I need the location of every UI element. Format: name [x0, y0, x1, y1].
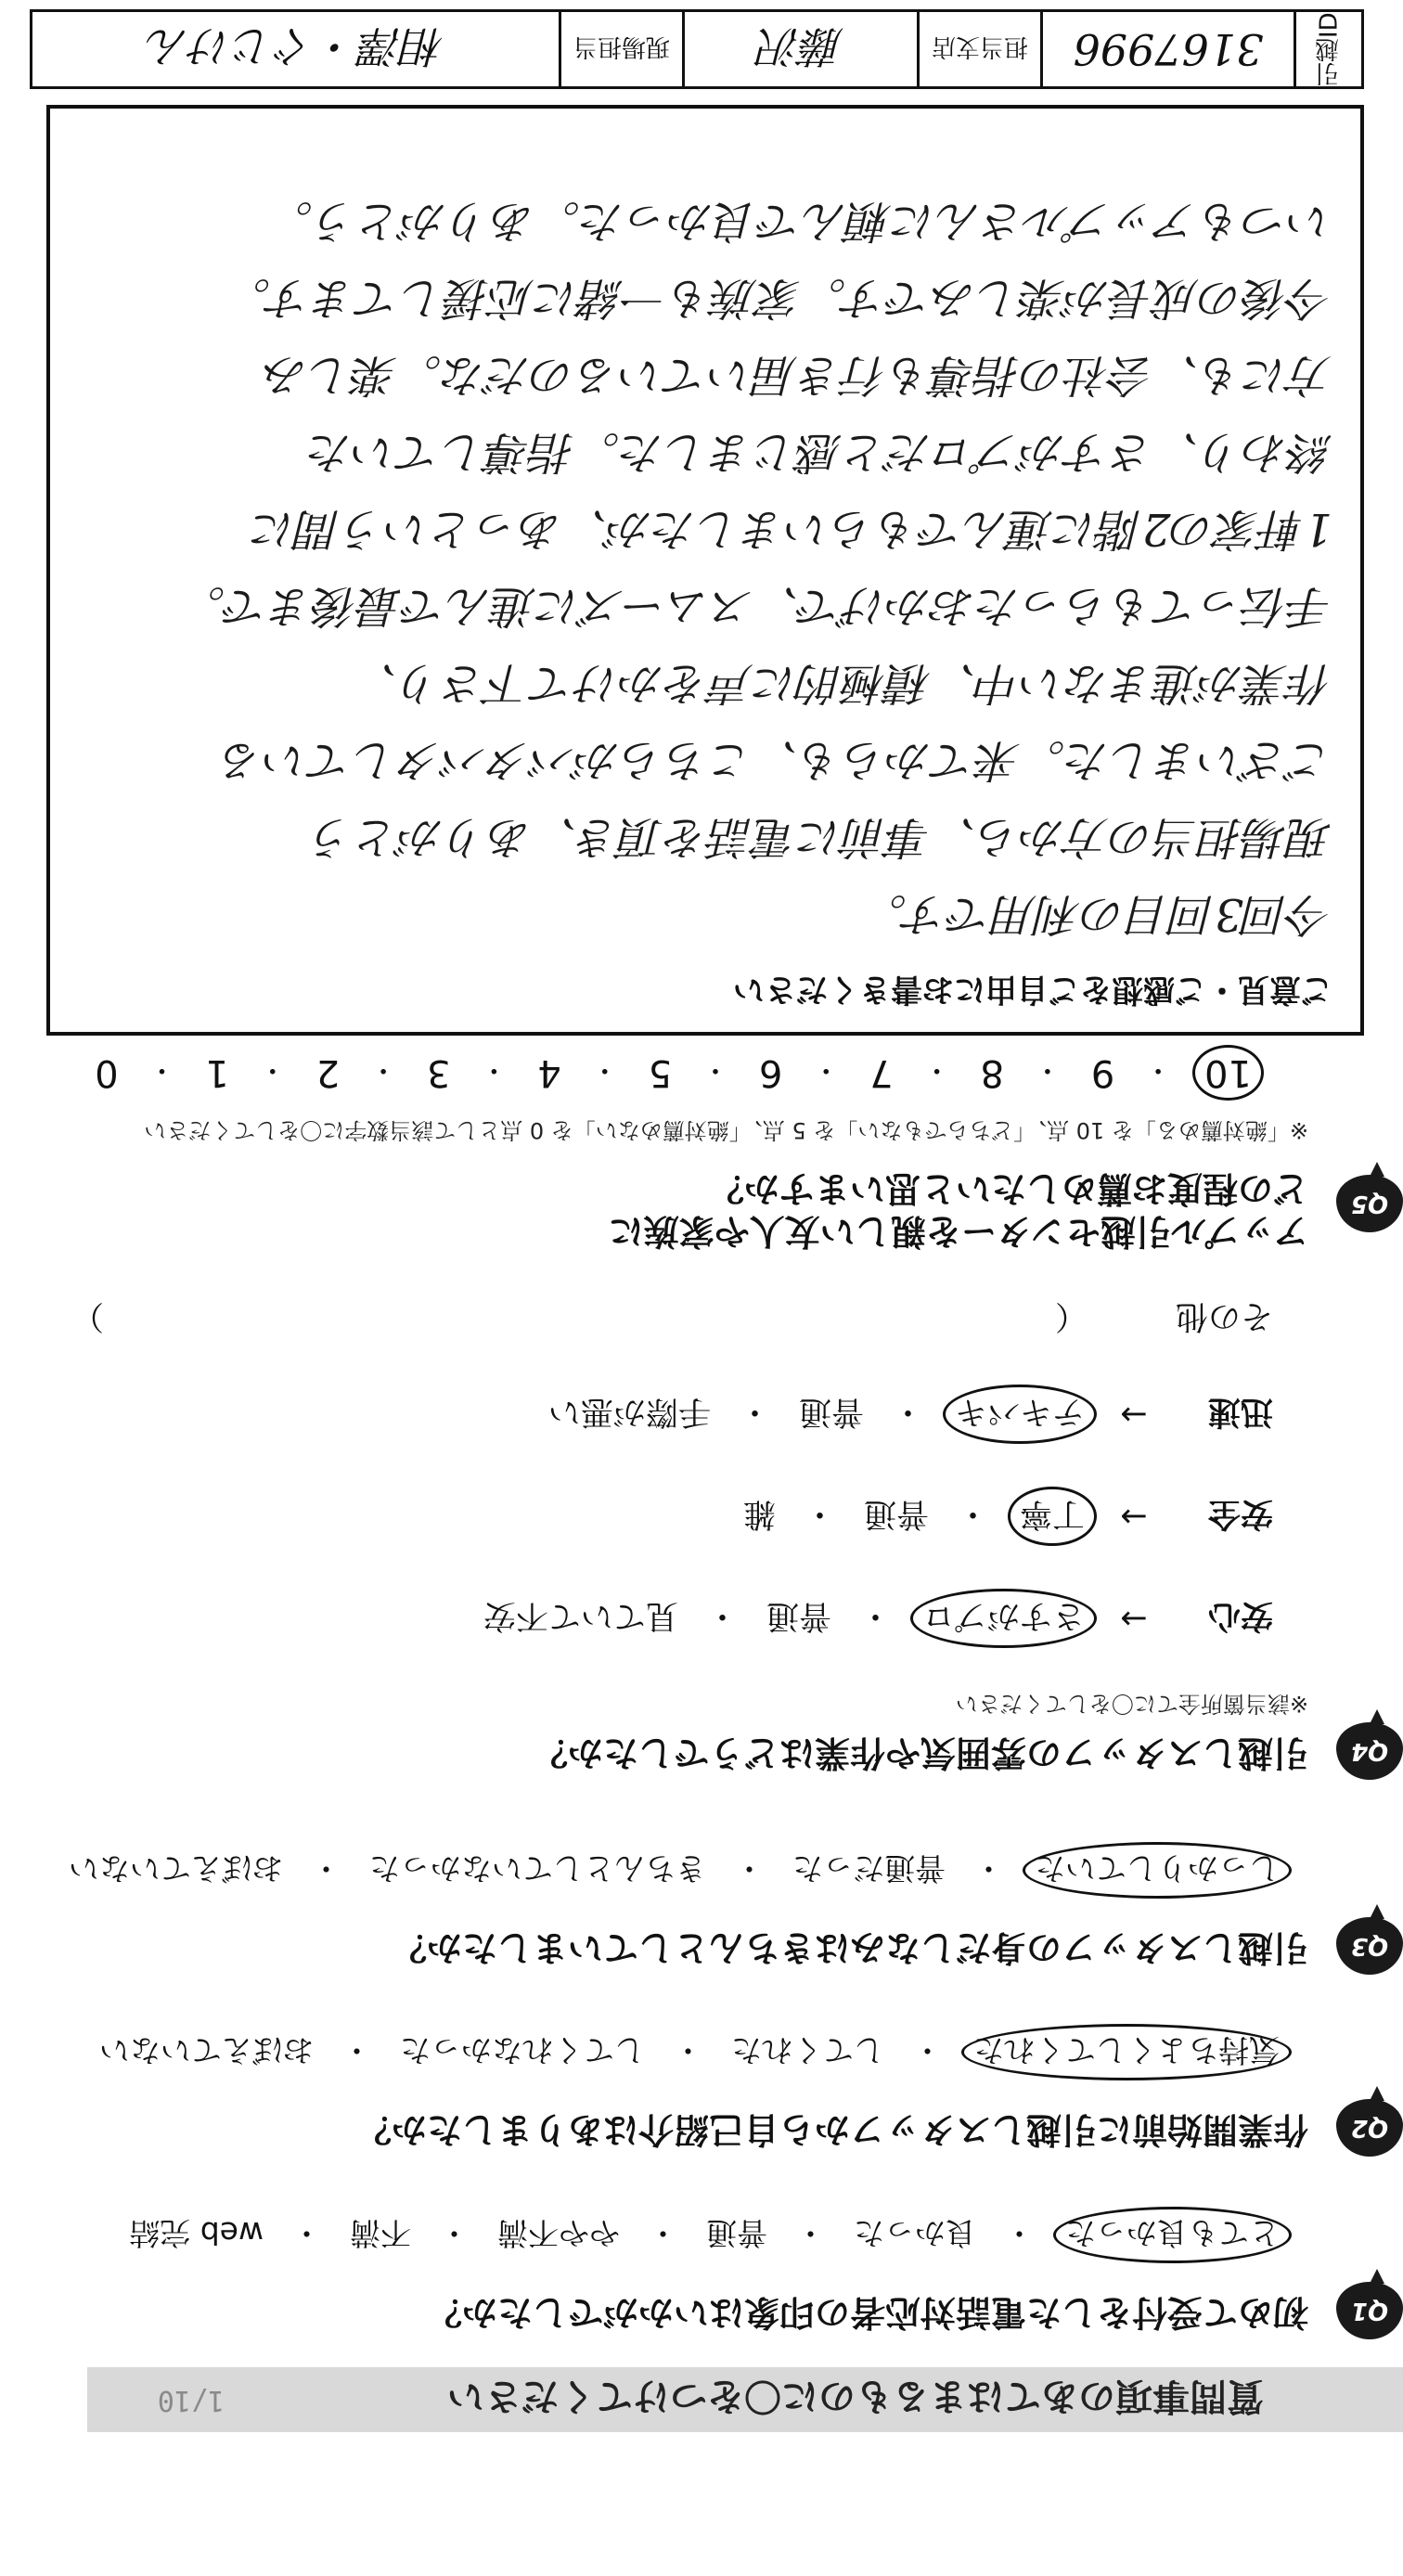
arrow-icon: → — [1120, 1396, 1148, 1433]
paren-open: （ — [1054, 1297, 1088, 1334]
q1-option[interactable]: とても良かった — [1053, 2207, 1292, 2263]
q1-option[interactable]: 不満 — [350, 2215, 411, 2251]
q5-badge: Q5 — [1336, 1175, 1403, 1232]
score-option[interactable]: 8 — [980, 1051, 1004, 1094]
separator: ・ — [738, 1393, 771, 1430]
q4-row-option[interactable]: 見ていて不安 — [483, 1597, 678, 1634]
score-option[interactable]: 1 — [205, 1051, 229, 1094]
separator: ・ — [590, 1053, 619, 1086]
separator: ・ — [956, 1495, 989, 1532]
score-option[interactable]: 6 — [758, 1051, 783, 1094]
q4-row-jinsoku — [539, 1385, 1273, 1444]
q4-row-anshin — [474, 1589, 1273, 1648]
q4-other-row — [71, 1295, 1273, 1342]
q1-text: 初めて受付をした電話対応者の印象はいかがでしたか？ — [426, 2292, 1308, 2333]
arrow-icon: → — [1120, 1600, 1148, 1637]
score-option[interactable]: 4 — [537, 1051, 561, 1094]
separator: ・ — [1004, 2215, 1035, 2251]
branch-label: 担当支店 — [917, 12, 1040, 86]
comment-line: 方にも、会社の指導も行き届いているのだな。楽しみ — [263, 349, 1332, 401]
q2-option[interactable]: してくれなかった — [400, 2032, 645, 2068]
q1-badge: Q1 — [1336, 2282, 1403, 2339]
q4-row-option[interactable]: 雑 — [742, 1495, 776, 1532]
q1-option[interactable]: web 完結 — [129, 2215, 264, 2251]
q4-row-label: 安全 — [1207, 1495, 1273, 1532]
separator: ・ — [812, 1053, 841, 1086]
separator: ・ — [148, 1053, 176, 1086]
separator: ・ — [734, 1850, 765, 1887]
separator: ・ — [369, 1053, 398, 1086]
banner-text: 質問事項のあてはまるものに〇をつけてください — [447, 2375, 1264, 2418]
comment-line: 手伝ってもらったおかげで、スムーズに進んで最後まで。 — [180, 580, 1332, 632]
q4-row-anzen — [734, 1487, 1273, 1546]
q4-row-option[interactable]: 普通 — [798, 1393, 864, 1430]
q4-row-option[interactable]: 丁寧 — [1008, 1487, 1097, 1546]
q2-option[interactable]: 気持ちよくしてくれた — [961, 2024, 1292, 2080]
q4-other-label: その他 — [1175, 1297, 1273, 1334]
comment-section — [48, 108, 1364, 1036]
comment-line: 1軒家の2階に運んでもらいましたが、あっという間に — [251, 503, 1332, 555]
comment-line: 現場担当の方から、事前に電話を頂き、ありがとう — [309, 811, 1332, 863]
q3-option[interactable]: おぼえていない — [69, 1850, 283, 1887]
score-option[interactable]: 5 — [648, 1051, 673, 1094]
score-scale — [85, 1045, 1264, 1101]
separator: ・ — [705, 1597, 739, 1634]
separator: ・ — [803, 1495, 836, 1532]
q4-badge: Q4 — [1336, 1722, 1403, 1780]
q4-note: ※該当箇所全てに〇をしてください — [955, 1691, 1308, 1717]
branch-value: 藤沢 — [682, 12, 917, 86]
q1-options — [120, 2207, 1292, 2263]
score-option[interactable]: 3 — [427, 1051, 451, 1094]
q4-row-label: 安心 — [1207, 1597, 1273, 1634]
q3-text: 引越しスタッフの身だしなみはきちんとしていましたか？ — [391, 1927, 1308, 1968]
q5-note: ※「絶対薦める」を 10 点、「どちらでもない」を 5 点、「絶対薦めない」を 0 点として該当数字に〇をしてください — [144, 1117, 1308, 1143]
q2-text: 作業開始前に引越しスタッフから自己紹介はありましたか？ — [355, 2109, 1308, 2150]
separator: ・ — [341, 2032, 372, 2068]
score-option[interactable]: 0 — [95, 1051, 119, 1094]
separator: ・ — [912, 2032, 943, 2068]
separator: ・ — [1144, 1053, 1173, 1086]
separator: ・ — [1033, 1053, 1062, 1086]
q4-row-option[interactable]: 手際が悪い — [547, 1393, 711, 1430]
arrow-icon: → — [1120, 1498, 1148, 1535]
q4-row-option[interactable]: 普通 — [863, 1495, 929, 1532]
question-2 — [85, 2027, 1403, 2157]
comment-line: 終わり、さすがプロだと感じました。指導していた — [307, 426, 1332, 478]
separator: ・ — [701, 1053, 729, 1086]
q5-text-line2: どの程度お薦めしたいと思いますか？ — [708, 1168, 1308, 1209]
separator: ・ — [858, 1597, 892, 1634]
q2-badge: Q2 — [1336, 2099, 1403, 2157]
q3-option[interactable]: 普通だった — [792, 1850, 946, 1887]
question-1 — [85, 2209, 1403, 2339]
leader-value: 相澤・ぐじけん — [146, 21, 445, 71]
separator: ・ — [311, 1850, 341, 1887]
score-option[interactable]: 9 — [1090, 1051, 1115, 1094]
instruction-banner — [87, 2367, 1403, 2432]
q2-options — [90, 2024, 1292, 2080]
comment-box[interactable] — [46, 105, 1364, 1036]
comment-line: 今後の成長が楽しみです。家族も一緒に応援してます。 — [225, 272, 1332, 324]
q4-text: 引越しスタッフの雰囲気や作業はどうでしたか？ — [532, 1732, 1308, 1773]
separator: ・ — [439, 2215, 470, 2251]
separator: ・ — [258, 1053, 287, 1086]
q4-row-label: 迅速 — [1207, 1393, 1273, 1430]
question-3 — [69, 1845, 1403, 1975]
q5-text-line1: アップル引越センターを親しい友人や家族に — [608, 1211, 1308, 1252]
separator: ・ — [480, 1053, 508, 1086]
q3-options — [59, 1842, 1292, 1899]
q4-row-option[interactable]: さすがプロ — [910, 1589, 1097, 1648]
q3-badge: Q3 — [1336, 1917, 1403, 1975]
q1-option[interactable]: 普通 — [706, 2215, 767, 2251]
q3-option[interactable]: しっかりしていた — [1023, 1842, 1292, 1899]
header-strip — [30, 9, 1364, 89]
stamp-mark: 1/10 — [157, 2384, 225, 2416]
separator: ・ — [891, 1393, 924, 1430]
id-value: 3167996 — [1040, 12, 1294, 86]
paren-close: ） — [71, 1297, 104, 1334]
separator: ・ — [673, 2032, 703, 2068]
score-option[interactable]: 2 — [315, 1051, 341, 1094]
q2-option[interactable]: おぼえていない — [99, 2032, 314, 2068]
q1-option[interactable]: やや不満 — [497, 2215, 620, 2251]
separator: ・ — [973, 1850, 1004, 1887]
id-label: 引越ID — [1294, 12, 1361, 86]
separator: ・ — [648, 2215, 678, 2251]
score-option[interactable]: 7 — [869, 1051, 894, 1094]
comment-line: 作業が進まない中、積極的に声をかけて下さり、 — [352, 657, 1332, 709]
q2-option[interactable]: してくれた — [731, 2032, 884, 2068]
separator: ・ — [795, 2215, 826, 2251]
leader-label: 現場担当 — [559, 12, 682, 86]
comment-line: ございました。来てからも、こちらがバタバタしている — [219, 734, 1332, 786]
comment-line: 今回3回目の利用です。 — [862, 888, 1332, 940]
score-option[interactable]: 10 — [1192, 1045, 1264, 1101]
q4-row-option[interactable]: 普通 — [766, 1597, 831, 1634]
q4-row-option[interactable]: テキパキ — [943, 1385, 1097, 1444]
comment-line: いつもアップルさんに頼んで良かった。ありがとう。 — [268, 195, 1332, 247]
separator: ・ — [922, 1053, 951, 1086]
q1-option[interactable]: 良かった — [854, 2215, 976, 2251]
comment-text — [71, 182, 1332, 952]
comment-title: ご意見・ご感想をご自由にお書きください — [733, 971, 1332, 1008]
separator: ・ — [291, 2215, 322, 2251]
q3-option[interactable]: きちんとしていなかった — [369, 1850, 706, 1887]
